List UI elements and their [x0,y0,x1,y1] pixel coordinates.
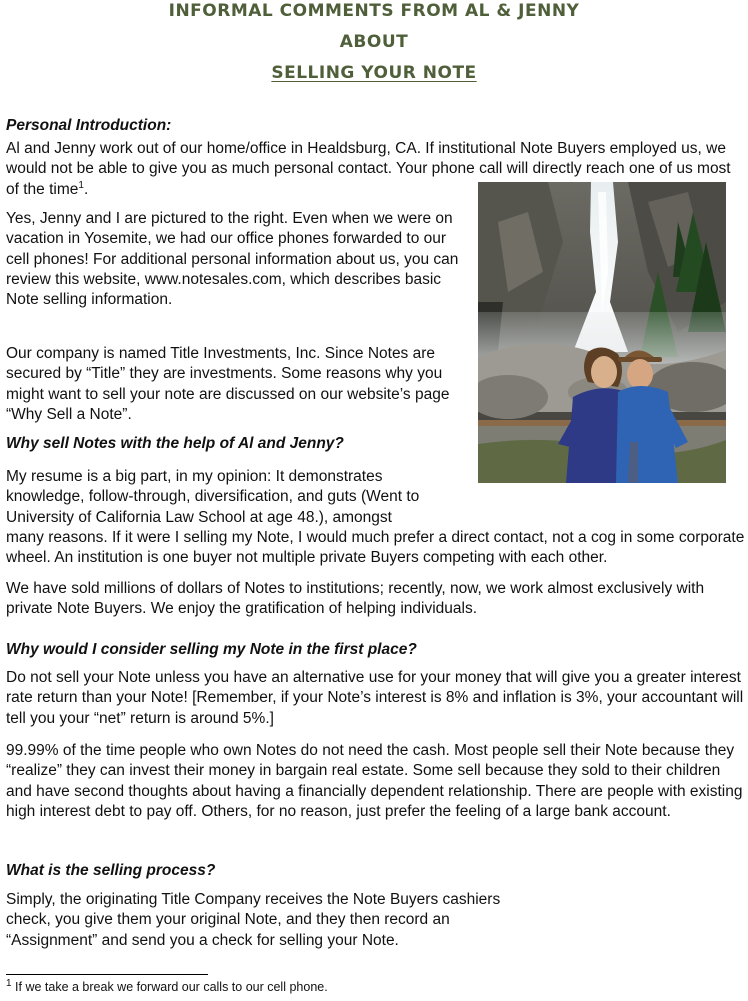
process-paragraph-1: Simply, the originating Title Company receives the Note Buyers cashiers check, you give them your original Note, and they then record an “Assignment” and send you a check for selling your Note. [6,891,501,949]
footnote-marker: 1 [6,977,12,989]
heading-personal-introduction: Personal Introduction: [6,117,172,134]
why-paragraph-2: We have sold millions of dollars of Notes to institutions; recently, now, we work almost exclusively with private Note Buyers. We enjoy the gratification of helping individuals. [6,580,705,618]
photo-yosemite-couple [478,182,726,483]
header-line-2: ABOUT [339,32,409,52]
consider-paragraph-1: Do not sell your Note unless you have an alternative use for your money that will give you a greater interest rate return than your Note! [Remember, if your Note’s interest is 8% and inflation is 3%, your accountant will tell you your “net” return is around 5%.] [6,669,744,727]
intro-paragraph-1-text: Al and Jenny work out of our home/office in Healdsburg, CA. If institutional Note Buyers employed us, we would not be able to give you as much personal contact. Your phone call will directly reach one of us most of the time [6,140,731,198]
consider-paragraph-2: 99.99% of the time people who own Notes do not need the cash. Most people sell their Note because they “realize” they can invest their money in bargain real estate. Some sell because they sold to their children and have second thoughts about having a financially dependent relationship. There are people with existing high interest debt to pay off. Others, for no reason, just prefer the feeling of a large bank account. [6,742,743,820]
heading-why-consider-selling: Why would I consider selling my Note in the first place? [6,641,417,658]
intro-paragraph-1-end: . [83,180,89,198]
why-paragraph-1-full: many reasons. If it were I selling my Note, I would much prefer a direct contact, not a cog in some corporate wheel. An institution is one buyer not multiple private Buyers competing with each other. [6,529,745,567]
intro-paragraph-3: Our company is named Title Investments, Inc. Since Notes are secured by “Title” they are investments. Some reasons why you might want to sell your note are discussed on our website’s page “Why Sell a Note”. [6,345,450,423]
footnote-divider [6,974,208,975]
footnote [6,977,328,994]
why-paragraph-1-narrow: My resume is a big part, in my opinion: It demonstrates knowledge, follow-through, diversification, and guts (Went to University of California Law School at age 48.), amongst [6,468,420,526]
photo-illustration [478,182,726,483]
heading-why-sell-notes: Why sell Notes with the help of Al and Jenny? [6,435,344,452]
footnote-reference: 1 [78,179,84,191]
heading-selling-process: What is the selling process? [6,862,216,879]
header-line-3-title: SELLING YOUR NOTE [271,63,477,83]
footnote-text: If we take a break we forward our calls to our cell phone. [11,980,328,994]
header-line-1: INFORMAL COMMENTS FROM AL & JENNY [168,1,580,21]
intro-paragraph-2: Yes, Jenny and I are pictured to the right. Even when we were on vacation in Yosemite, we had our office phones forwarded to our cell phones! For additional personal information about us, you can review this website, www.notesales.com, which describes basic Note selling information. [6,210,459,309]
